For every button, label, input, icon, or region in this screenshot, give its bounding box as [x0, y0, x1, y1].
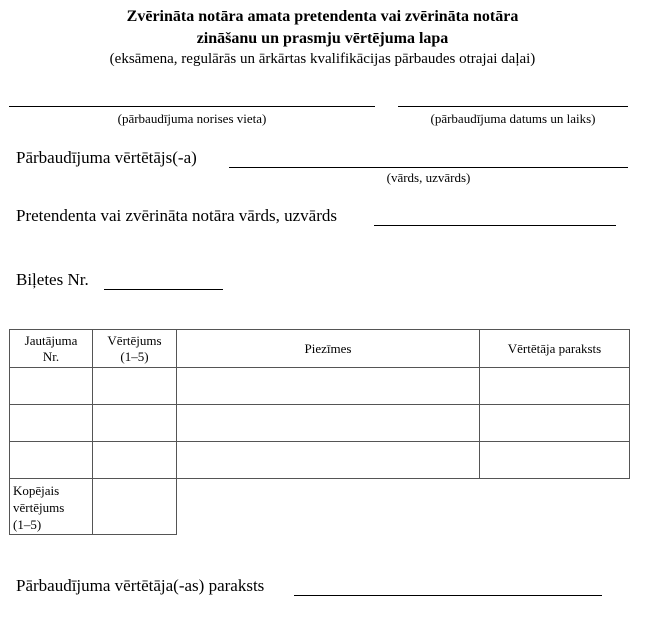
total-label-line1: Kopējais [13, 483, 60, 498]
table-cell[interactable] [480, 368, 630, 405]
header-question-line2: Nr. [42, 348, 60, 364]
total-label-line2: vērtējums [13, 500, 65, 515]
table-cell[interactable] [480, 405, 630, 442]
ticket-number-line[interactable] [104, 289, 223, 290]
datetime-caption: (pārbaudījuma datums un laiks) [430, 111, 596, 126]
table-header-row [10, 330, 630, 368]
table-cell[interactable] [177, 368, 480, 405]
table-cell[interactable] [93, 405, 177, 442]
table-cell[interactable] [480, 442, 630, 479]
header-notes: Piezīmes [177, 330, 480, 368]
header-score-line2: (1–5) [120, 348, 149, 364]
table-row [10, 368, 630, 405]
evaluator-name-line[interactable] [229, 167, 628, 168]
header-signature: Vērtētāja paraksts [480, 330, 630, 368]
ticket-label: Biļetes Nr. [16, 270, 89, 289]
signature-line[interactable] [294, 595, 602, 596]
total-row [10, 479, 630, 535]
candidate-name-line[interactable] [374, 225, 616, 226]
document-subtitle: (eksāmena, regulārās un ārkārtas kvalifikācijas pārbaudes otrajai daļai) [109, 51, 536, 67]
evaluator-label: Pārbaudījuma vērtētājs(-a) [16, 148, 197, 167]
table-cell[interactable] [177, 442, 480, 479]
header-score [93, 330, 177, 368]
total-label-line3: (1–5) [13, 517, 42, 532]
evaluation-table [9, 329, 630, 535]
place-caption: (pārbaudījuma norises vieta) [117, 111, 267, 126]
table-cell[interactable] [177, 405, 480, 442]
table-cell[interactable] [93, 442, 177, 479]
table-cell[interactable] [10, 405, 93, 442]
document-title-line1: Zvērināta notāra amata pretendenta vai zvērināta notāra [126, 8, 519, 25]
header-question-number [10, 330, 93, 368]
document-title-line2: zināšanu un prasmju vērtējuma lapa [196, 30, 449, 47]
datetime-line [398, 106, 628, 107]
table-cell[interactable] [93, 368, 177, 405]
table-row [10, 405, 630, 442]
place-line [9, 106, 375, 107]
signature-label: Pārbaudījuma vērtētāja(-as) paraksts [16, 576, 265, 595]
total-label [10, 479, 93, 535]
name-caption: (vārds, uzvārds) [386, 170, 471, 185]
table-row [10, 442, 630, 479]
header-score-line1: Vērtējums [107, 332, 162, 348]
table-cell[interactable] [10, 442, 93, 479]
table-cell[interactable] [10, 368, 93, 405]
total-score-cell[interactable] [93, 479, 177, 535]
header-question-line1: Jautājuma [24, 332, 78, 348]
candidate-label: Pretendenta vai zvērināta notāra vārds, uzvārds [16, 206, 337, 225]
